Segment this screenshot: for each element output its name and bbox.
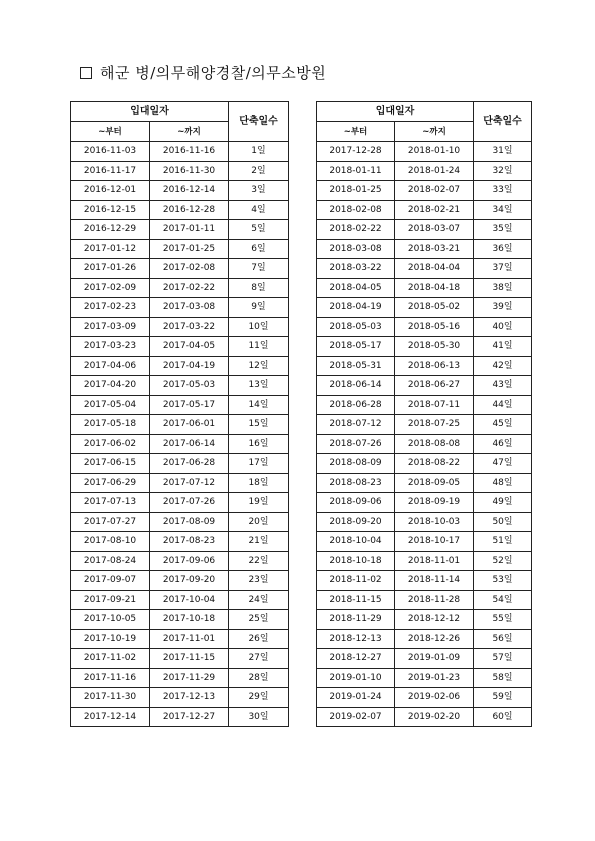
reduction-days-cell: 23일: [229, 571, 289, 591]
table-row: [317, 532, 532, 552]
to-date-cell: 2018-11-14: [395, 571, 474, 591]
reduction-days-cell: 46일: [474, 434, 532, 454]
reduction-days-cell: 60일: [474, 707, 532, 727]
reduction-days-cell: 28일: [229, 668, 289, 688]
reduction-days-cell: 30일: [229, 707, 289, 727]
reduction-days-cell: 48일: [474, 473, 532, 493]
table-row: [317, 259, 532, 279]
reduction-days-cell: 27일: [229, 649, 289, 669]
table-row: [71, 239, 289, 259]
from-date-cell: 2016-11-03: [71, 142, 150, 162]
to-date-cell: 2017-04-19: [150, 356, 229, 376]
reduction-days-cell: 37일: [474, 259, 532, 279]
from-header: ~부터: [317, 122, 395, 142]
table-row: [317, 200, 532, 220]
from-date-cell: 2018-10-04: [317, 532, 395, 552]
table-row: [317, 434, 532, 454]
to-date-cell: 2018-11-28: [395, 590, 474, 610]
from-date-cell: 2017-07-27: [71, 512, 150, 532]
to-date-cell: 2016-11-16: [150, 142, 229, 162]
to-date-cell: 2017-02-08: [150, 259, 229, 279]
from-date-cell: 2019-01-10: [317, 668, 395, 688]
table-row: [317, 395, 532, 415]
reduction-days-header: 단축일수: [229, 102, 289, 142]
table-row: [317, 590, 532, 610]
section-title: 해군 병/의무해양경찰/의무소방원: [100, 64, 327, 82]
table-row: [317, 571, 532, 591]
reduction-days-cell: 12일: [229, 356, 289, 376]
to-date-cell: 2017-05-17: [150, 395, 229, 415]
table-row: [71, 551, 289, 571]
reduction-days-cell: 18일: [229, 473, 289, 493]
to-date-cell: 2017-01-11: [150, 220, 229, 240]
from-date-cell: 2018-01-25: [317, 181, 395, 201]
from-date-cell: 2018-12-13: [317, 629, 395, 649]
table-row: [71, 649, 289, 669]
reduction-days-cell: 50일: [474, 512, 532, 532]
table-row: [317, 493, 532, 513]
table-row: [71, 610, 289, 630]
table-row: [71, 395, 289, 415]
to-date-cell: 2018-12-12: [395, 610, 474, 630]
from-date-cell: 2016-12-29: [71, 220, 150, 240]
reduction-days-cell: 52일: [474, 551, 532, 571]
from-date-cell: 2018-12-27: [317, 649, 395, 669]
reduction-days-cell: 34일: [474, 200, 532, 220]
from-date-cell: 2017-05-04: [71, 395, 150, 415]
to-date-cell: 2018-08-22: [395, 454, 474, 474]
table-row: [71, 493, 289, 513]
from-date-cell: 2018-08-23: [317, 473, 395, 493]
from-date-cell: 2019-01-24: [317, 688, 395, 708]
from-date-cell: 2017-05-18: [71, 415, 150, 435]
table-body-left: [71, 142, 289, 727]
to-date-cell: 2018-03-07: [395, 220, 474, 240]
from-date-cell: 2017-11-02: [71, 649, 150, 669]
table-row: [317, 376, 532, 396]
reduction-days-cell: 54일: [474, 590, 532, 610]
table-row: [317, 688, 532, 708]
to-date-cell: 2017-02-22: [150, 278, 229, 298]
table-row: [71, 434, 289, 454]
reduction-days-cell: 47일: [474, 454, 532, 474]
reduction-days-cell: 32일: [474, 161, 532, 181]
reduction-days-cell: 45일: [474, 415, 532, 435]
from-date-cell: 2018-07-26: [317, 434, 395, 454]
reduction-days-cell: 35일: [474, 220, 532, 240]
from-date-cell: 2018-01-11: [317, 161, 395, 181]
to-date-cell: 2017-12-27: [150, 707, 229, 727]
reduction-days-header: 단축일수: [474, 102, 532, 142]
reduction-days-cell: 38일: [474, 278, 532, 298]
from-date-cell: 2017-06-29: [71, 473, 150, 493]
from-date-cell: 2018-11-02: [317, 571, 395, 591]
reduction-days-cell: 17일: [229, 454, 289, 474]
reduction-days-cell: 20일: [229, 512, 289, 532]
reduction-days-cell: 14일: [229, 395, 289, 415]
to-date-cell: 2019-01-23: [395, 668, 474, 688]
reduction-days-cell: 44일: [474, 395, 532, 415]
table-row: [71, 200, 289, 220]
from-date-cell: 2017-02-09: [71, 278, 150, 298]
from-date-cell: 2017-08-10: [71, 532, 150, 552]
to-date-cell: 2019-01-09: [395, 649, 474, 669]
from-date-cell: 2018-03-22: [317, 259, 395, 279]
table-row: [71, 688, 289, 708]
table-row: [71, 161, 289, 181]
from-header: ~부터: [71, 122, 150, 142]
to-date-cell: 2018-07-11: [395, 395, 474, 415]
to-date-cell: 2018-10-17: [395, 532, 474, 552]
from-date-cell: 2017-03-09: [71, 317, 150, 337]
reduction-days-cell: 26일: [229, 629, 289, 649]
reduction-days-cell: 59일: [474, 688, 532, 708]
to-date-cell: 2017-05-03: [150, 376, 229, 396]
to-date-cell: 2018-10-03: [395, 512, 474, 532]
to-date-cell: 2018-02-21: [395, 200, 474, 220]
reduction-days-cell: 9일: [229, 298, 289, 318]
to-date-cell: 2017-12-13: [150, 688, 229, 708]
from-date-cell: 2017-04-06: [71, 356, 150, 376]
table-row: [317, 415, 532, 435]
table-row: [317, 239, 532, 259]
table-row: [71, 298, 289, 318]
table-row: [317, 512, 532, 532]
table-row: [317, 356, 532, 376]
checkbox-icon: [80, 67, 92, 79]
from-date-cell: 2018-07-12: [317, 415, 395, 435]
to-date-cell: 2017-06-01: [150, 415, 229, 435]
table-row: [317, 337, 532, 357]
to-date-cell: 2017-10-18: [150, 610, 229, 630]
from-date-cell: 2017-01-12: [71, 239, 150, 259]
table-row: [71, 278, 289, 298]
from-date-cell: 2016-12-01: [71, 181, 150, 201]
from-date-cell: 2018-11-15: [317, 590, 395, 610]
table-row: [71, 259, 289, 279]
to-header: ~까지: [150, 122, 229, 142]
to-date-cell: 2016-11-30: [150, 161, 229, 181]
reduction-days-cell: 24일: [229, 590, 289, 610]
table-row: [317, 629, 532, 649]
reduction-days-cell: 36일: [474, 239, 532, 259]
table-row: [71, 142, 289, 162]
reduction-days-cell: 39일: [474, 298, 532, 318]
to-date-cell: 2017-04-05: [150, 337, 229, 357]
table-row: [317, 181, 532, 201]
table-row: [71, 571, 289, 591]
table-row: [71, 415, 289, 435]
table-row: [71, 317, 289, 337]
reduction-days-cell: 43일: [474, 376, 532, 396]
reduction-days-cell: 15일: [229, 415, 289, 435]
table-row: [317, 142, 532, 162]
from-date-cell: 2016-11-17: [71, 161, 150, 181]
reduction-table-left: [70, 101, 289, 727]
from-date-cell: 2018-03-08: [317, 239, 395, 259]
reduction-days-cell: 22일: [229, 551, 289, 571]
to-date-cell: 2016-12-14: [150, 181, 229, 201]
from-date-cell: 2017-09-21: [71, 590, 150, 610]
from-date-cell: 2017-12-14: [71, 707, 150, 727]
reduction-days-cell: 11일: [229, 337, 289, 357]
table-row: [71, 532, 289, 552]
to-date-cell: 2017-11-29: [150, 668, 229, 688]
reduction-days-cell: 25일: [229, 610, 289, 630]
from-date-cell: 2018-05-03: [317, 317, 395, 337]
reduction-days-cell: 6일: [229, 239, 289, 259]
to-date-cell: 2019-02-20: [395, 707, 474, 727]
to-date-cell: 2017-07-26: [150, 493, 229, 513]
to-date-cell: 2018-08-08: [395, 434, 474, 454]
to-date-cell: 2018-06-27: [395, 376, 474, 396]
to-date-cell: 2018-06-13: [395, 356, 474, 376]
reduction-days-cell: 58일: [474, 668, 532, 688]
to-date-cell: 2017-03-08: [150, 298, 229, 318]
from-date-cell: 2018-06-28: [317, 395, 395, 415]
to-date-cell: 2017-08-09: [150, 512, 229, 532]
from-date-cell: 2017-07-13: [71, 493, 150, 513]
to-date-cell: 2018-05-02: [395, 298, 474, 318]
to-date-cell: 2018-11-01: [395, 551, 474, 571]
table-row: [71, 590, 289, 610]
reduction-days-cell: 7일: [229, 259, 289, 279]
table-row: [71, 454, 289, 474]
to-date-cell: 2017-10-04: [150, 590, 229, 610]
table-row: [317, 610, 532, 630]
reduction-days-cell: 5일: [229, 220, 289, 240]
to-date-cell: 2018-01-24: [395, 161, 474, 181]
to-header: ~까지: [395, 122, 474, 142]
reduction-days-cell: 41일: [474, 337, 532, 357]
from-date-cell: 2018-09-20: [317, 512, 395, 532]
from-date-cell: 2017-04-20: [71, 376, 150, 396]
from-date-cell: 2017-02-23: [71, 298, 150, 318]
table-row: [71, 629, 289, 649]
reduction-days-cell: 16일: [229, 434, 289, 454]
table-row: [317, 668, 532, 688]
to-date-cell: 2017-07-12: [150, 473, 229, 493]
reduction-days-cell: 51일: [474, 532, 532, 552]
from-date-cell: 2017-11-16: [71, 668, 150, 688]
from-date-cell: 2018-11-29: [317, 610, 395, 630]
reduction-days-cell: 3일: [229, 181, 289, 201]
to-date-cell: 2017-01-25: [150, 239, 229, 259]
reduction-days-cell: 56일: [474, 629, 532, 649]
to-date-cell: 2017-11-15: [150, 649, 229, 669]
reduction-days-cell: 8일: [229, 278, 289, 298]
reduction-days-cell: 31일: [474, 142, 532, 162]
to-date-cell: 2018-07-25: [395, 415, 474, 435]
table-row: [71, 707, 289, 727]
to-date-cell: 2018-04-04: [395, 259, 474, 279]
reduction-days-cell: 19일: [229, 493, 289, 513]
reduction-days-cell: 53일: [474, 571, 532, 591]
from-date-cell: 2018-05-31: [317, 356, 395, 376]
from-date-cell: 2018-05-17: [317, 337, 395, 357]
reduction-days-cell: 29일: [229, 688, 289, 708]
to-date-cell: 2019-02-06: [395, 688, 474, 708]
to-date-cell: 2018-02-07: [395, 181, 474, 201]
from-date-cell: 2018-06-14: [317, 376, 395, 396]
to-date-cell: 2017-06-28: [150, 454, 229, 474]
reduction-days-cell: 21일: [229, 532, 289, 552]
enlist-date-header: 입대일자: [317, 102, 474, 122]
table-row: [71, 473, 289, 493]
to-date-cell: 2017-11-01: [150, 629, 229, 649]
to-date-cell: 2018-04-18: [395, 278, 474, 298]
table-row: [71, 181, 289, 201]
table-row: [317, 551, 532, 571]
from-date-cell: 2017-12-28: [317, 142, 395, 162]
from-date-cell: 2017-06-15: [71, 454, 150, 474]
table-row: [317, 220, 532, 240]
to-date-cell: 2018-12-26: [395, 629, 474, 649]
reduction-days-cell: 42일: [474, 356, 532, 376]
reduction-days-cell: 40일: [474, 317, 532, 337]
reduction-days-cell: 1일: [229, 142, 289, 162]
from-date-cell: 2017-10-05: [71, 610, 150, 630]
from-date-cell: 2018-10-18: [317, 551, 395, 571]
from-date-cell: 2017-03-23: [71, 337, 150, 357]
from-date-cell: 2018-02-08: [317, 200, 395, 220]
enlist-date-header: 입대일자: [71, 102, 229, 122]
reduction-days-cell: 49일: [474, 493, 532, 513]
table-row: [71, 512, 289, 532]
table-row: [71, 337, 289, 357]
from-date-cell: 2018-02-22: [317, 220, 395, 240]
reduction-days-cell: 33일: [474, 181, 532, 201]
table-row: [317, 454, 532, 474]
to-date-cell: 2018-09-19: [395, 493, 474, 513]
reduction-days-cell: 55일: [474, 610, 532, 630]
to-date-cell: 2017-09-06: [150, 551, 229, 571]
table-row: [317, 707, 532, 727]
from-date-cell: 2017-09-07: [71, 571, 150, 591]
table-row: [317, 278, 532, 298]
from-date-cell: 2017-08-24: [71, 551, 150, 571]
to-date-cell: 2018-05-16: [395, 317, 474, 337]
to-date-cell: 2018-05-30: [395, 337, 474, 357]
to-date-cell: 2016-12-28: [150, 200, 229, 220]
from-date-cell: 2017-01-26: [71, 259, 150, 279]
table-row: [71, 356, 289, 376]
reduction-days-cell: 57일: [474, 649, 532, 669]
from-date-cell: 2019-02-07: [317, 707, 395, 727]
table-row: [317, 161, 532, 181]
table-row: [71, 220, 289, 240]
table-row: [317, 317, 532, 337]
to-date-cell: 2017-08-23: [150, 532, 229, 552]
table-row: [71, 376, 289, 396]
to-date-cell: 2017-06-14: [150, 434, 229, 454]
to-date-cell: 2018-03-21: [395, 239, 474, 259]
reduction-table-right: [316, 101, 532, 727]
from-date-cell: 2018-04-05: [317, 278, 395, 298]
from-date-cell: 2017-06-02: [71, 434, 150, 454]
from-date-cell: 2017-10-19: [71, 629, 150, 649]
reduction-days-cell: 2일: [229, 161, 289, 181]
table-row: [317, 649, 532, 669]
from-date-cell: 2016-12-15: [71, 200, 150, 220]
reduction-days-cell: 4일: [229, 200, 289, 220]
from-date-cell: 2018-08-09: [317, 454, 395, 474]
table-row: [317, 473, 532, 493]
to-date-cell: 2017-09-20: [150, 571, 229, 591]
from-date-cell: 2018-04-19: [317, 298, 395, 318]
section-heading: [80, 62, 326, 83]
reduction-days-cell: 10일: [229, 317, 289, 337]
table-row: [71, 668, 289, 688]
reduction-days-cell: 13일: [229, 376, 289, 396]
to-date-cell: 2017-03-22: [150, 317, 229, 337]
from-date-cell: 2017-11-30: [71, 688, 150, 708]
table-row: [317, 298, 532, 318]
table-body-right: [317, 142, 532, 727]
to-date-cell: 2018-09-05: [395, 473, 474, 493]
from-date-cell: 2018-09-06: [317, 493, 395, 513]
to-date-cell: 2018-01-10: [395, 142, 474, 162]
